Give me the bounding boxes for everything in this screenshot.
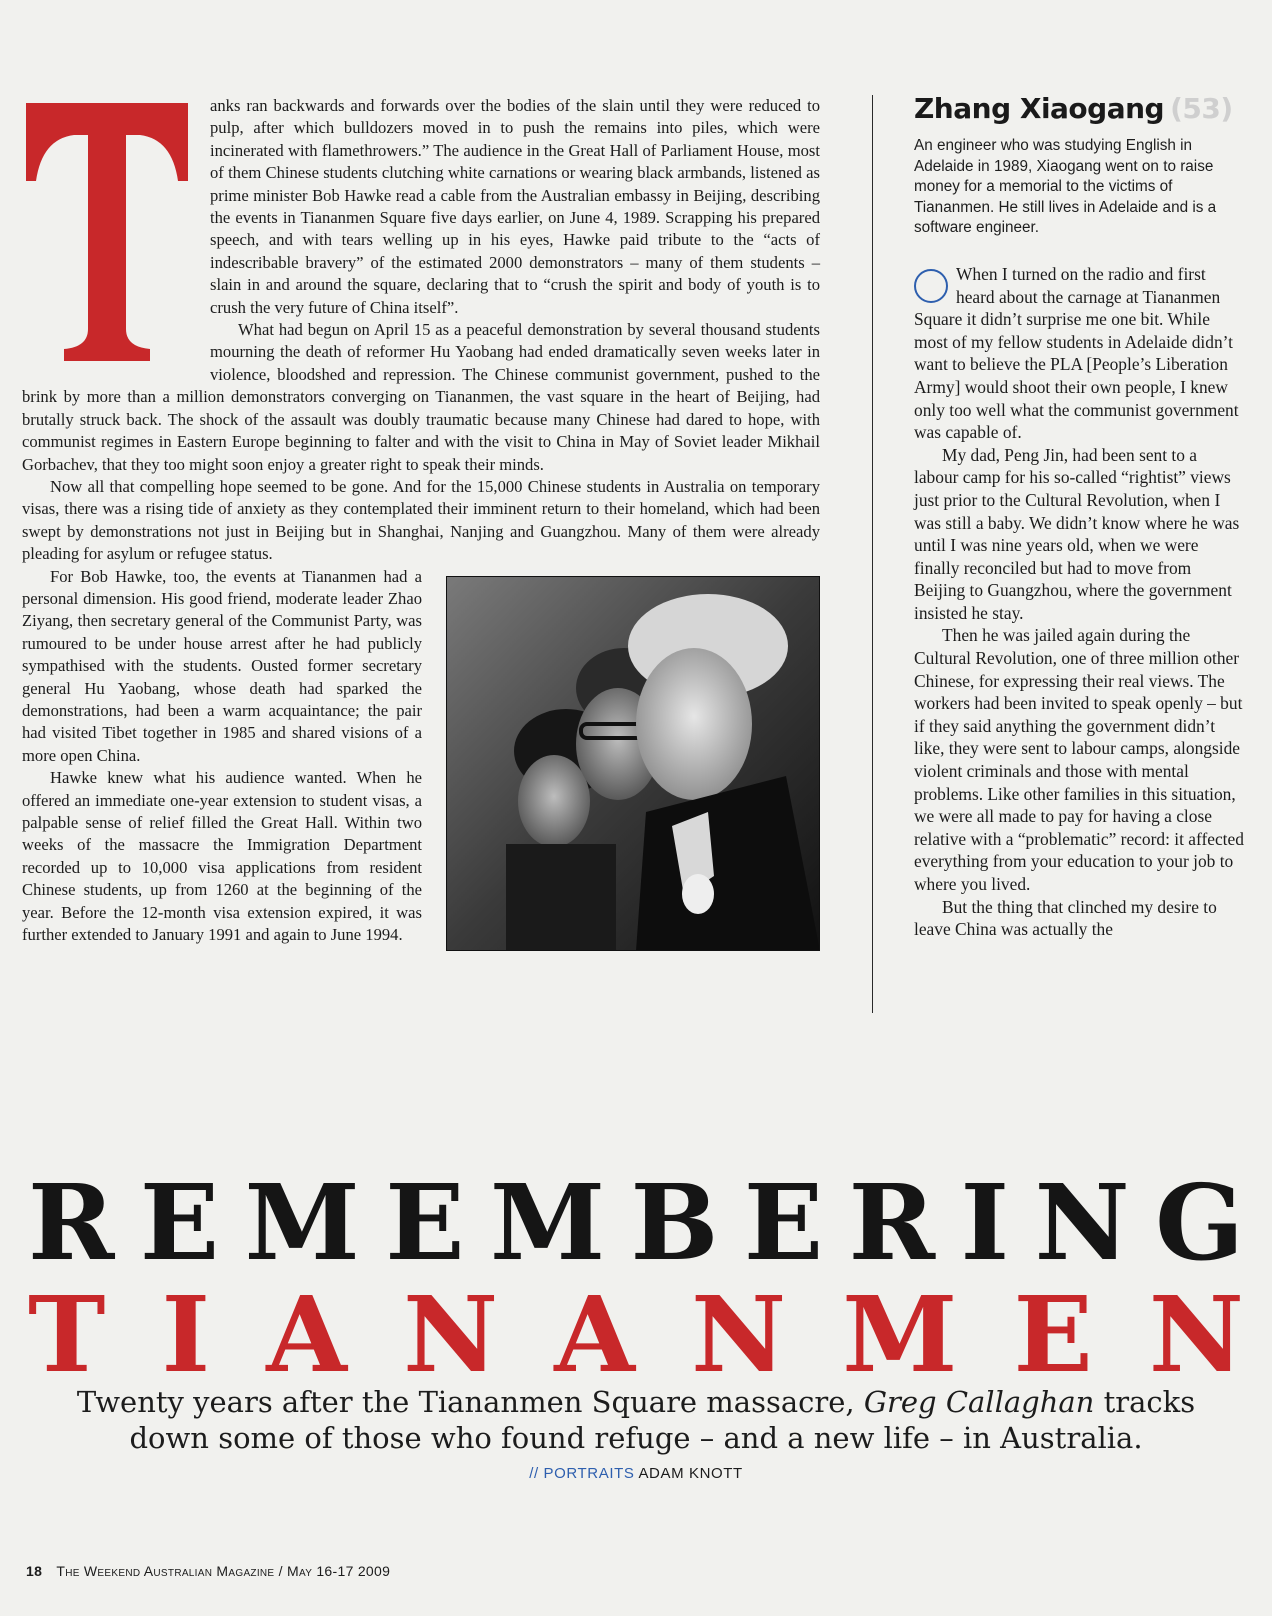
headline-letter: E [385, 1161, 465, 1284]
headline-letter: G [1155, 1161, 1244, 1284]
headline-letter: R [28, 1161, 115, 1284]
headline-letter: B [630, 1161, 719, 1284]
publication-name: The Weekend Australian Magazine [56, 1563, 275, 1579]
credit-name: ADAM KNOTT [638, 1465, 743, 1482]
headline-letter: E [1013, 1273, 1093, 1396]
headline-letter: E [139, 1161, 220, 1284]
profile-paragraph-4: But the thing that clinched my desire to leave China was actually the [914, 896, 1217, 940]
photo-credit [0, 1465, 1272, 1482]
headline-letter: A [554, 1273, 635, 1396]
profile-name [914, 92, 1244, 126]
headline-letter: N [1148, 1273, 1244, 1396]
page-footer [26, 1563, 390, 1579]
headline-letter: T [28, 1273, 106, 1396]
quote-open-circle-icon [914, 269, 948, 303]
headline-line-remembering [28, 1161, 1244, 1284]
headline-letter: A [266, 1273, 347, 1396]
hawke-photo-image [446, 576, 820, 951]
profile-bio: An engineer who was studying English in Adelaide in 1989, Xiaogang went on to raise money for a memorial to the victims of Tiananmen. He still lives in Adelaide and is a software engineer. [914, 137, 1217, 237]
drop-cap-letter [22, 103, 192, 361]
hawke-photo [446, 576, 820, 951]
issue-date: May 16-17 2009 [287, 1563, 391, 1579]
credit-label: PORTRAITS [543, 1465, 635, 1482]
standfirst-after: tracks down some of those who found refuge – and a new life – in Australia. [129, 1385, 1196, 1455]
article-paragraph-4: For Bob Hawke, too, the events at Tiananmen had a personal dimension. His good friend, moderate leader Zhao Ziyang, then secretary general of the Communist Party, was rumoured to be under house arrest after he had publicly sympathised with the students. Ousted former secretary general Hu Yaobang, whose death had sparked the demonstrations, had been a warm acquaintance; the pair had visited Tibet together in 1985 and shared visions of a more open China. [22, 566, 422, 765]
headline-letter: N [403, 1273, 499, 1396]
headline-line-tiananmen [28, 1273, 1244, 1396]
credit-slashes: // [529, 1465, 539, 1482]
profile-paragraph-2: My dad, Peng Jin, had been sent to a labour camp for his so-called “rightist” views just prior to the Cultural Revolution, when I was still a baby. We didn’t know where he was until I was nine years old, when we were finally reconciled but had to move from Beijing to Guangzhou, where the government insisted he stay. [914, 444, 1240, 623]
profile-sidebar [914, 92, 1244, 941]
standfirst [60, 1384, 1212, 1456]
profile-paragraph-3: Then he was jailed again during the Cultural Revolution, one of three million other Chinese, for expressing their real views. The workers had been invited to speak openly – but if they said anything the government didn’t like, they were sent to labour camps, alongside violent criminals and those with mental problems. Like other families in this situation, we were all made to pay for having a close relative with a “problematic” record: it affected everything from your education to your job to where you lived. [914, 625, 1244, 894]
page-number: 18 [26, 1563, 43, 1579]
profile-paragraph-1: When I turned on the radio and first heard about the carnage at Tiananmen Square it didn’t surprise me one bit. While most of my fellow students in Adelaide didn’t want to believe the PLA [People’s Liberation Army] would shoot their own people, I knew only too well what the communist government was capable of. [914, 263, 1239, 443]
article-paragraph-1: anks ran backwards and forwards over the bodies of the slain until they were reduced to pulp, after which bulldozers moved in to push the remains into piles, which were incinerated with flamethrowers.” The audience in the Great Hall of Parliament House, most of them Chinese students clutching white carnations or wearing black armbands, listened as prime minister Bob Hawke read a cable from the Australian embassy in Beijing, describing the events in Tiananmen Square five days earlier, on June 4, 1989. Scrapping his prepared speech, and with tears welling up in his eyes, Hawke paid tribute to the “acts of indescribable bravery” of the estimated 2000 demonstrators – many of them students – slain in and around the square, declaring that to “crush the spirit and body of youth is to crush the very future of China itself”. [210, 96, 820, 317]
headline-letter: M [842, 1273, 958, 1396]
standfirst-author: Greg Callaghan [863, 1385, 1095, 1419]
article-paragraph-3: Now all that compelling hope seemed to be gone. And for the 15,000 Chinese students in Australia on temporary visas, there was a rising tide of anxiety as they contemplated their imminent return to their homeland, which had been swept by demonstrations not just in Beijing but in Shanghai, Nanjing and Guangzhou. Many of them were already pleading for asylum or refugee status. [22, 476, 820, 564]
headline-letter: R [848, 1161, 936, 1284]
headline-letter: N [1034, 1161, 1130, 1284]
article-paragraph-2: What had begun on April 15 as a peaceful demonstration by several thousand students mourning the death of reformer Hu Yaobang had ended dramatically seven weeks later in violence, bloodshed and repression. The Chinese communist government, pushed to the brink by more than a million demonstrators converging on Tiananmen, the vast square in the heart of Beijing, had brutally struck back. The shock of the assault was doubly traumatic because many Chinese had dared to hope, with communist regimes in Eastern Europe beginning to falter and with the visit to China in May of Soviet leader Mikhail Gorbachev, that they too might soon enjoy a greater right to speak their minds. [22, 320, 820, 474]
article-main-column [22, 95, 820, 955]
headline-letter: I [161, 1273, 211, 1396]
profile-name-text: Zhang Xiaogang [914, 92, 1165, 125]
headline-letter: N [691, 1273, 787, 1396]
profile-quote-body [914, 263, 1244, 941]
footer-separator: / [278, 1563, 283, 1579]
headline-letter: E [743, 1161, 824, 1284]
headline-letter: I [960, 1161, 1010, 1284]
headline-letter: M [244, 1161, 360, 1284]
standfirst-before: Twenty years after the Tiananmen Square massacre, [76, 1385, 864, 1419]
column-divider [872, 95, 873, 1013]
profile-age: (53) [1170, 92, 1233, 125]
headline-letter: M [489, 1161, 606, 1284]
drop-cap [22, 103, 192, 361]
article-paragraph-5: Hawke knew what his audience wanted. When he offered an immediate one-year extension to student visas, a palpable sense of relief filled the Great Hall. Within two weeks of the massacre the Immigration Department recorded up to 10,000 visa applications from resident Chinese students, up from 1260 at the beginning of the year. Before the 12-month visa extension expired, it was further extended to January 1991 and again to June 1994. [22, 768, 422, 945]
